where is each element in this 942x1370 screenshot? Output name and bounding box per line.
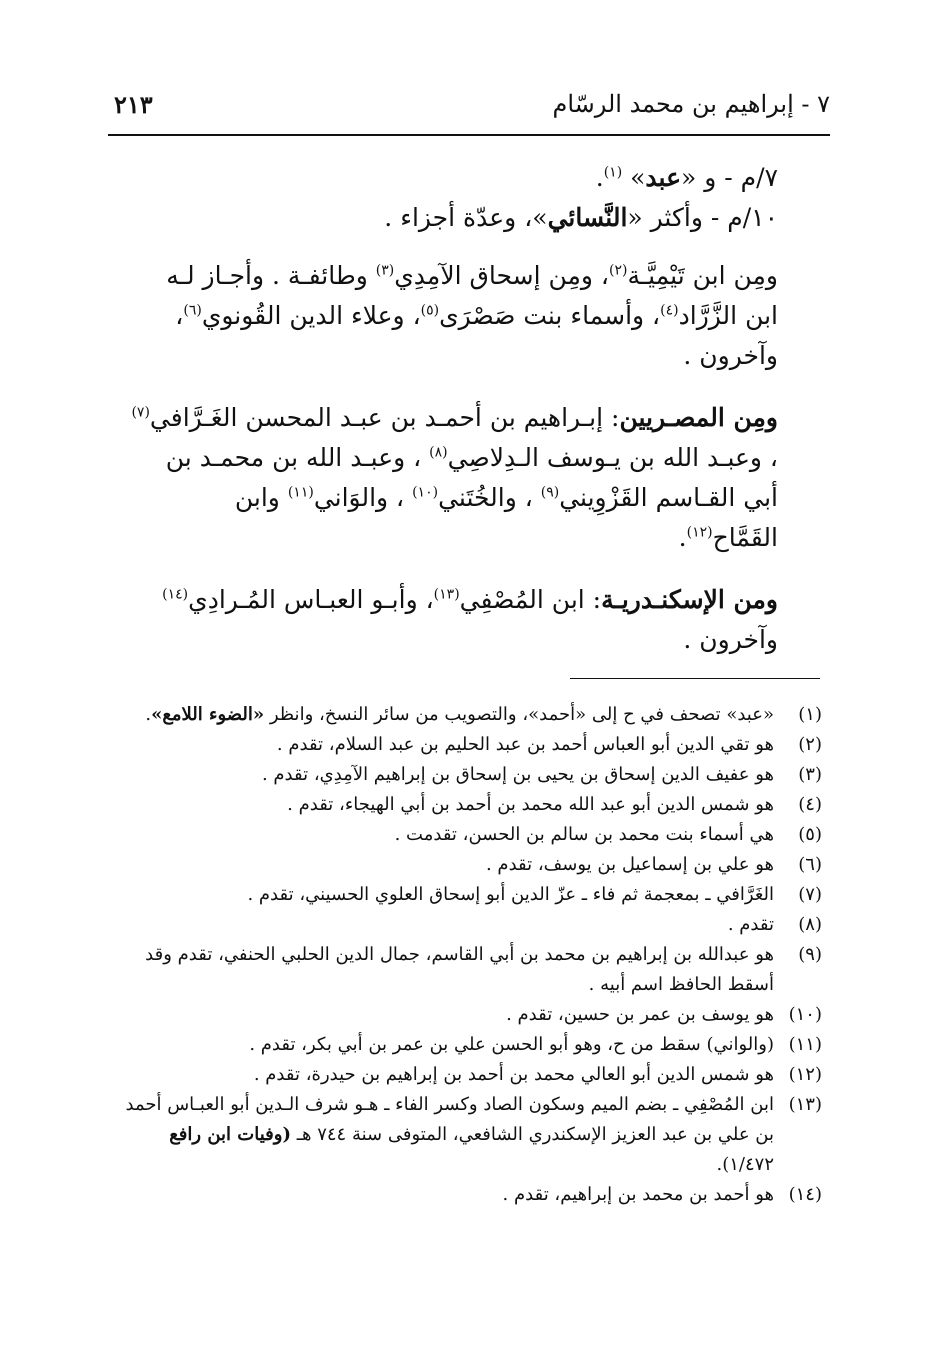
footnote-item: (٢) هو تقي الدين أبو العباس أحمد بن عبد الحليم بن عبد السلام، تقدم . (276, 734, 822, 755)
header-divider (108, 134, 830, 136)
text-line-2: ١٠/م - وأكثر «النَّسائي»، وعدّة أجزاء . (384, 203, 778, 232)
footnote-ref[interactable]: (٢) (608, 262, 628, 279)
footnote-ref[interactable]: (١٠) (412, 484, 439, 501)
footnote-item: (٨) تقدم . (727, 914, 822, 935)
footnote-ref[interactable]: (٨) (429, 444, 448, 461)
page-number: ٢١٣ (114, 90, 153, 119)
paragraph-egyptians: ومِن المصـريين: إبـراهيم بن أحمـد بن عبـد المحسن الغَـرَّافي$^{(٧)}$ ، وعبـد الله بن يـوسف الـدِلاصِي$^{(٨)}$ ، وعبـد الله بن محمـد بن أبي القـاسم القَزْوِيني$^{(٩)}$ ، والخُتَني$^{(١٠)}$ ، والوَاني$^{(١١)}$ وابن القَمَّاح$^{(١٢)}$. (131, 403, 778, 552)
footnote-ref[interactable]: (١٣) (433, 586, 460, 603)
paragraph-alexandrians: ومن الإسكنـدريـة: ابن المُصْفِي$^{(١٣)}$، وأبـو العبـاس المُـرادِي$^{(١٤)}$ وآخرون . (162, 585, 778, 654)
footnotes (122, 700, 822, 1210)
footnote-item: (١٢) هو شمس الدين أبو العالي محمد بن أحمد بن إبراهيم بن حيدرة، تقدم . (253, 1064, 822, 1085)
footnote-item: (٤) هو شمس الدين أبو عبد الله محمد بن أحمد بن أبي الهيجاء، تقدم . (287, 794, 822, 815)
footnote-ref[interactable]: (١٢) (686, 524, 713, 541)
footnote-ref[interactable]: (٤) (660, 302, 679, 319)
footnote-item: (٣) هو عفيف الدين إسحاق بن يحيى بن إسحاق بن إبراهيم الآمِدِي، تقدم . (261, 764, 822, 785)
footnote-ref[interactable]: (٥) (420, 302, 440, 319)
main-text (130, 158, 830, 660)
footnote-item: (٦) هو علي بن إسماعيل بن يوسف، تقدم . (485, 854, 822, 875)
footnote-ref[interactable]: (١٤) (162, 586, 189, 603)
chapter-title: ٧ - إبراهيم بن محمد الرسّام (552, 90, 830, 118)
footnote-item: (١٣) ابن المُصْفِي ـ بضم الميم وسكون الصاد وكسر الفاء ـ هـو شرف الـدين أبو العبـاس أحمد بن علي بن عبد العزيز الإسكندري الشافعي، المتوفى سنة ٧٤٤ هـ (وفيات ابن رافع ١/٤٧٢). (125, 1094, 822, 1175)
running-header (108, 78, 830, 138)
footnote-item: (١٤) هو أحمد بن محمد بن إبراهيم، تقدم . (502, 1184, 822, 1205)
footnote-ref[interactable]: (١١) (287, 484, 314, 501)
footnote-ref[interactable]: (٧) (131, 404, 150, 421)
footnote-ref[interactable]: (٩) (540, 484, 560, 501)
footnote-divider (570, 678, 820, 679)
footnote-ref[interactable]: (٦) (183, 302, 202, 319)
text-line-1: ٧/م - و «عبد» $^{(١)}$. (595, 163, 778, 192)
footnote-item: (١٠) هو يوسف بن عمر بن حسين، تقدم . (506, 1004, 822, 1025)
footnote-ref[interactable]: (١) (603, 164, 623, 181)
footnote-item: (١) «عبد» تصحف في ح إلى «أحمد»، والتصويب من سائر النسخ، وانظر «الضوء اللامع». (145, 704, 822, 725)
footnote-ref[interactable]: (٣) (375, 262, 395, 279)
footnote-item: (٥) هي أسماء بنت محمد بن سالم بن الحسن، تقدمت . (394, 824, 822, 845)
footnote-item: (٩) هو عبدالله بن إبراهيم بن محمد بن أبي القاسم، جمال الدين الحلبي الحنفي، تقدم وقد أسقط الحافظ اسم أبيه . (145, 944, 822, 995)
footnote-item: (١١) (والواني) سقط من ح، وهو أبو الحسن علي بن عمر بن أبي بكر، تقدم . (249, 1034, 822, 1055)
paragraph-teachers: ومِن ابن تَيْمِيَّـة$^{(٢)}$، ومِن إسحاق الآمِدِي$^{(٣)}$ وطائفـة . وأجـاز لـه ابن الزَّرَّاد$^{(٤)}$، وأسماء بنت صَصْرَى$^{(٥)}$، وعلاء الدين القُونوي$^{(٦)}$، وآخرون . (166, 261, 778, 370)
footnote-item: (٧) الغَرَّافي ـ بمعجمة ثم فاء ـ عزّ الدين أبو إسحاق العلوي الحسيني، تقدم . (247, 884, 822, 905)
